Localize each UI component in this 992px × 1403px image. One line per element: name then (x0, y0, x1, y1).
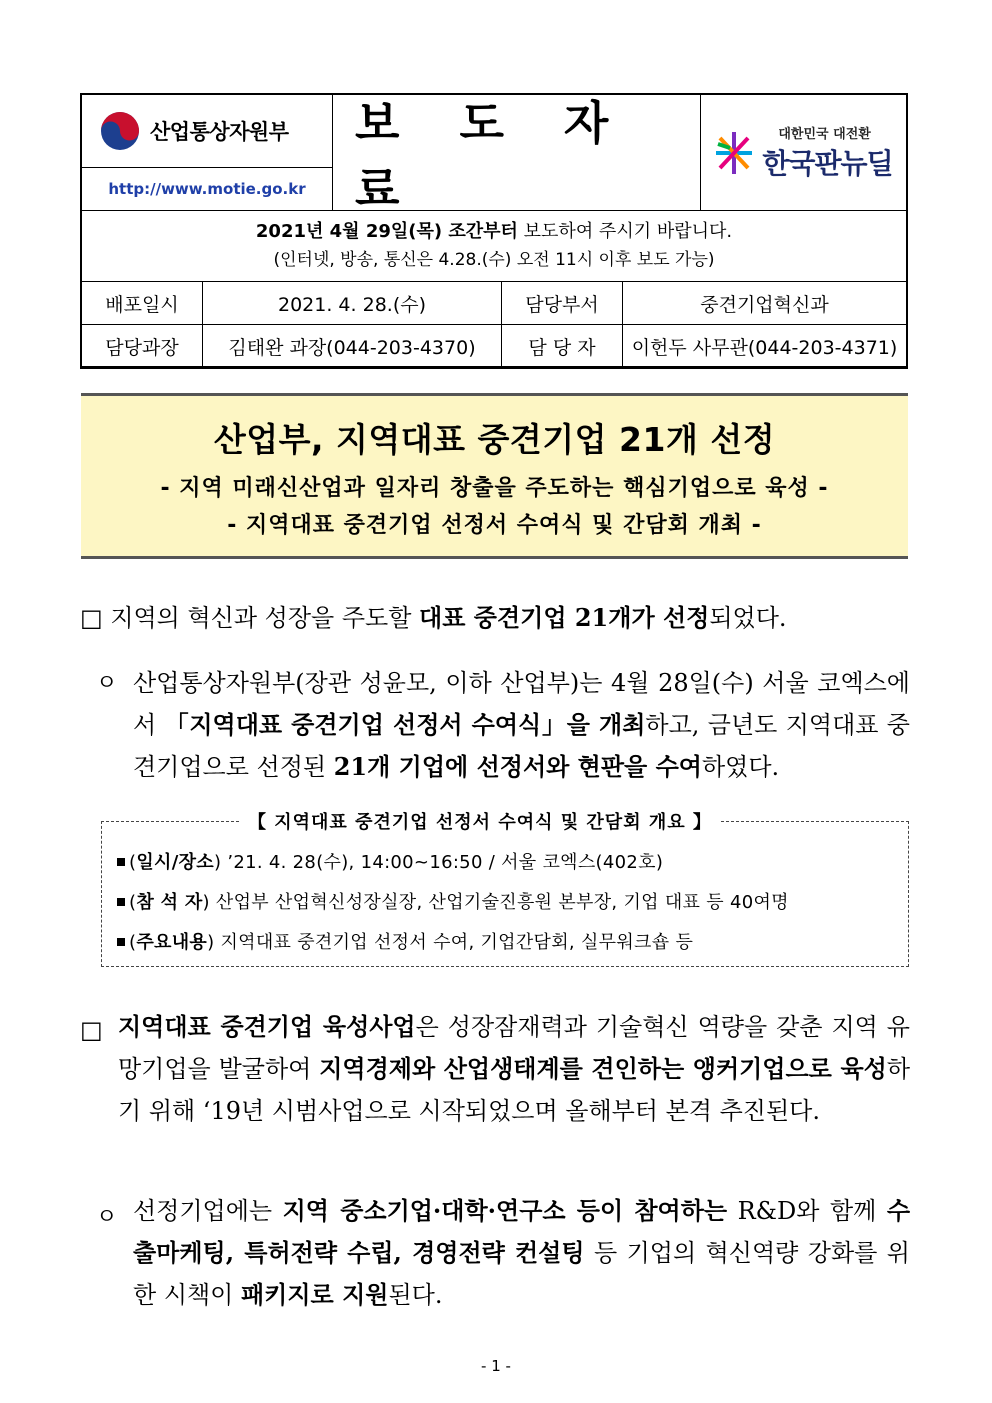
p3-text-b: 은 성장잠재력과 기술혁신 역량을 갖춘 지역 유망기업을 발굴하여 (118, 1013, 910, 1083)
manager-value: 김태완 과장(044-203-4370) (203, 325, 502, 368)
department-value: 중견기업혁신과 (623, 282, 907, 325)
p2-text-bold-2: 21개 기업에 선정서와 현판을 수여 (333, 752, 702, 781)
header-divider (80, 366, 908, 367)
new-deal-spark-icon (714, 130, 754, 176)
square-marker-icon (117, 938, 125, 946)
new-deal-tagline: 대한민국 대전환 (778, 127, 871, 142)
p3-text-bold-2: 지역경제와 산업생태계를 견인하는 앵커기업으로 육성 (319, 1054, 887, 1083)
embargo-line-1 (82, 217, 906, 246)
paragraph-4 (133, 1190, 910, 1316)
p4-text-bold-1: 지역 중소기업·대학·연구소 등이 참여하는 (282, 1196, 728, 1225)
p2-text-bold-1: 「지역대표 중견기업 선정서 수여식」을 개최 (164, 710, 646, 739)
info-row-1 (82, 282, 906, 325)
overview-item-attendees: (참 석 자) 산업부 산업혁신성장실장, 산업기술진흥원 본부장, 기업 대표 등 40여명 (117, 888, 789, 914)
headline-subtitle-2: - 지역대표 중견기업 선정서 수여식 및 간담회 개최 - (227, 513, 762, 538)
p1-text-c: 되었다. (709, 604, 787, 632)
overview-item-text: 지역대표 중견기업 선정서 수여, 기업간담회, 실무워크숍 등 (214, 932, 694, 953)
release-info-table (82, 282, 906, 367)
korean-new-deal-logo (700, 95, 906, 210)
manager-label: 담당과장 (82, 325, 203, 368)
embargo-date: 2021년 4월 29일(목) 조간부터 (255, 221, 518, 242)
header-top-row (82, 95, 906, 216)
overview-item-text: ’21. 4. 28(수), 14:00~16:50 / 서울 코엑스(402호) (221, 852, 664, 873)
embargo-line-2: (인터넷, 방송, 통신은 4.28.(수) 오전 11시 이후 보도 가능) (273, 250, 715, 270)
department-label: 담당부서 (502, 282, 623, 325)
staff-value: 이헌두 사무관(044-203-4371) (623, 325, 907, 368)
overview-item-label: 참 석 자 (136, 892, 203, 913)
release-date-value: 2021. 4. 28.(수) (203, 282, 502, 325)
overview-item-label: 일시/장소 (136, 852, 214, 873)
paragraph-2 (133, 662, 910, 788)
overview-item-datetime: (일시/장소) ’21. 4. 28(수), 14:00~16:50 / 서울 코엑스(402호) (117, 848, 663, 874)
overview-item-label: 주요내용 (136, 932, 208, 953)
o-bullet: ㅇ (96, 1205, 118, 1230)
document-type-title: 보 도 자 료 (355, 95, 631, 216)
p1-text-a: 지역의 혁신과 성장을 주도할 (102, 604, 420, 632)
press-release-header (80, 93, 908, 369)
overview-item-contents: (주요내용) 지역대표 중견기업 선정서 수여, 기업간담회, 실무워크숍 등 (117, 928, 693, 954)
overview-item-text: 산업부 산업혁신성장실장, 산업기술진흥원 본부장, 기업 대표 등 40여명 (209, 892, 789, 913)
square-marker-icon (117, 898, 125, 906)
p2-text-c: 하고, 금년도 지역대표 중견기업으로 선정된 (133, 711, 910, 781)
paragraph-1 (80, 597, 910, 639)
p4-text-e: 등 기업의 혁신역량 강화를 위한 시책이 (133, 1239, 910, 1309)
paragraph-3 (118, 1006, 910, 1132)
release-date-label: 배포일시 (82, 282, 203, 325)
square-bullet: □ (80, 604, 103, 632)
p4-text-a: 선정기업에는 (133, 1197, 283, 1225)
embargo-request: 보도하여 주시기 바랍니다. (517, 221, 733, 242)
p3-text-bold-1: 지역대표 중견기업 육성사업 (118, 1012, 416, 1041)
headline-box (81, 393, 908, 559)
headline-subtitle-1: - 지역 미래신산업과 일자리 창출을 주도하는 핵심기업으로 육성 - (160, 476, 829, 501)
p4-text-c: R&D와 함께 (727, 1197, 887, 1225)
p4-text-g: 된다. (388, 1281, 443, 1309)
taegeuk-emblem-icon (100, 111, 140, 151)
p2-text-a: 산업통상자원부(장관 성윤모, 이하 산업부)는 4월 28일(수) 서울 코엑스에서 (133, 669, 910, 739)
info-row-2 (82, 325, 906, 368)
p3-text-d: 하기 위해 ‘19년 시범사업으로 시작되었으며 올해부터 본격 추진된다. (118, 1055, 911, 1125)
ministry-logo-cell (82, 95, 333, 210)
page-number: - 1 - (481, 1357, 511, 1375)
o-bullet: ㅇ (96, 671, 118, 696)
p4-text-bold-2: 수출마케팅, 특허전략 수립, 경영전략 컨설팅 (133, 1196, 911, 1267)
p2-text-e: 하였다. (701, 753, 780, 781)
p1-text-bold: 대표 중견기업 21개가 선정 (419, 603, 710, 632)
square-marker-icon (117, 858, 125, 866)
ministry-url-link[interactable]: http://www.motie.go.kr (108, 180, 306, 198)
ministry-logo (82, 95, 332, 168)
headline-title: 산업부, 지역대표 중견기업 21개 선정 (213, 420, 776, 459)
embargo-notice (82, 211, 906, 282)
ministry-name: 산업통상자원부 (150, 120, 289, 144)
new-deal-wordmark: 한국판뉴딜 (762, 147, 893, 180)
staff-label: 담 당 자 (502, 325, 623, 368)
event-overview-title: 【 지역대표 중견기업 선정서 수여식 및 간담회 개요 】 (240, 808, 720, 834)
p4-text-bold-3: 패키지로 지원 (241, 1280, 389, 1309)
square-bullet: □ (80, 1016, 103, 1044)
